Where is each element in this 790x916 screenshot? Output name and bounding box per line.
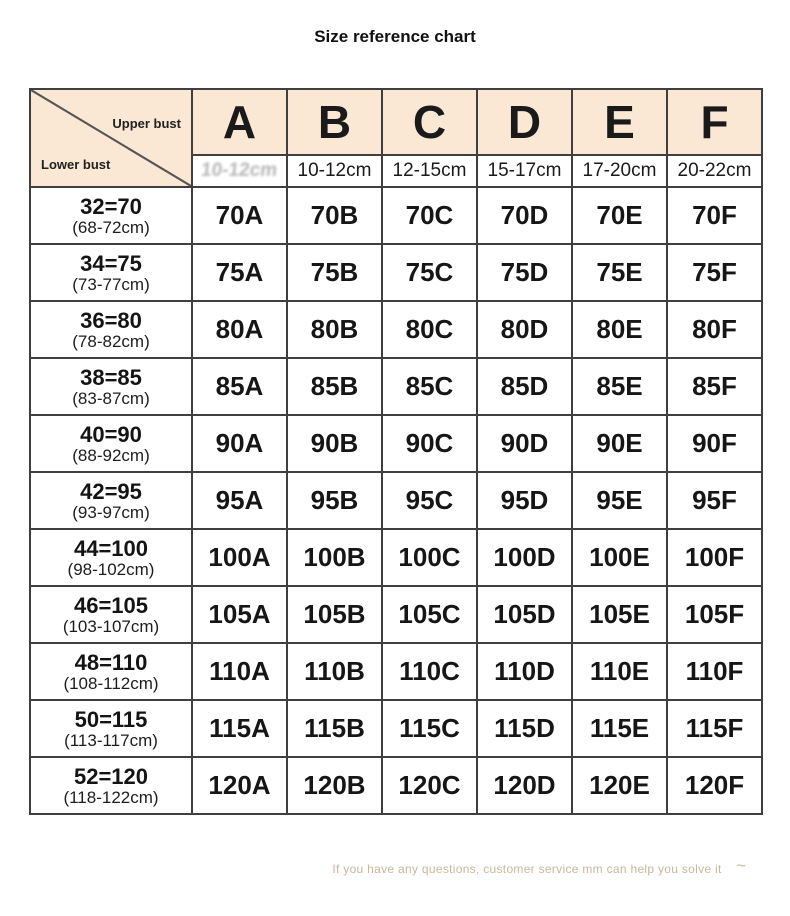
cup-size-letter: A — [222, 96, 257, 148]
size-cell — [477, 700, 572, 757]
size-cell — [192, 244, 287, 301]
row-size: 46=105 — [73, 592, 149, 618]
size-value: 85A — [215, 371, 264, 401]
size-cell — [382, 358, 477, 415]
size-value: 75E — [596, 257, 643, 287]
size-cell — [382, 757, 477, 814]
size-cell — [572, 643, 667, 700]
size-cell — [382, 586, 477, 643]
size-cell — [192, 301, 287, 358]
row-range: (88-92cm) — [72, 445, 150, 465]
tilde-icon: ~ — [736, 856, 746, 875]
size-cell — [192, 757, 287, 814]
size-value: 115F — [685, 713, 744, 743]
size-cell — [572, 187, 667, 244]
size-cell — [572, 700, 667, 757]
size-cell — [572, 244, 667, 301]
row-label-cell — [30, 643, 192, 700]
cup-diff-header — [477, 155, 572, 187]
size-cell — [287, 643, 382, 700]
page-title: Size reference chart — [314, 27, 476, 46]
size-value: 105F — [684, 599, 745, 629]
row-range: (118-122cm) — [63, 787, 159, 807]
size-value: 85E — [596, 371, 643, 401]
size-value: 115B — [304, 713, 365, 743]
size-cell — [667, 358, 762, 415]
upper-bust-label: Upper bust — [112, 116, 181, 131]
size-cell — [477, 358, 572, 415]
row-size: 32=70 — [80, 193, 142, 219]
size-value: 100E — [589, 542, 650, 572]
cup-size-letter: F — [700, 96, 729, 148]
cup-size-header — [287, 89, 382, 155]
size-value: 120F — [684, 770, 745, 800]
size-value: 85D — [500, 371, 549, 401]
size-value: 80B — [310, 314, 359, 344]
row-label-cell — [30, 586, 192, 643]
cup-size-header — [192, 89, 287, 155]
size-value: 75B — [310, 257, 359, 287]
table-row — [30, 586, 762, 643]
size-value: 90E — [596, 428, 643, 458]
size-value: 105C — [398, 599, 461, 629]
size-cell — [192, 358, 287, 415]
size-value: 80D — [500, 314, 549, 344]
row-label-cell — [30, 301, 192, 358]
size-value: 110F — [685, 656, 744, 686]
size-cell — [572, 757, 667, 814]
size-value: 95B — [310, 485, 359, 515]
size-value: 120B — [303, 770, 366, 800]
size-cell — [382, 472, 477, 529]
table-row — [30, 415, 762, 472]
row-range: (93-97cm) — [72, 502, 150, 522]
size-cell — [572, 358, 667, 415]
size-value: 100D — [493, 542, 556, 572]
table-row — [30, 757, 762, 814]
size-cell — [667, 415, 762, 472]
size-value: 80A — [215, 314, 264, 344]
size-cell — [667, 301, 762, 358]
size-value: 70E — [596, 200, 643, 230]
size-cell — [192, 415, 287, 472]
size-value: 120C — [398, 770, 461, 800]
size-value: 80F — [692, 314, 737, 344]
size-value: 75A — [215, 257, 264, 287]
size-value: 100F — [684, 542, 745, 572]
size-cell — [667, 586, 762, 643]
size-cell — [382, 301, 477, 358]
size-cell — [572, 586, 667, 643]
lower-bust-label: Lower bust — [41, 157, 111, 172]
size-value: 75D — [500, 257, 549, 287]
row-label-cell — [30, 700, 192, 757]
size-value: 95D — [500, 485, 549, 515]
size-value: 120A — [208, 770, 271, 800]
size-cell — [382, 643, 477, 700]
cup-size-header — [667, 89, 762, 155]
size-cell — [667, 757, 762, 814]
size-cell — [287, 415, 382, 472]
row-label-cell — [30, 757, 192, 814]
row-size: 40=90 — [80, 421, 142, 447]
size-value: 110A — [209, 656, 270, 686]
size-cell — [667, 472, 762, 529]
row-range: (98-102cm) — [67, 559, 155, 579]
size-value: 105E — [589, 599, 650, 629]
size-value: 115C — [399, 713, 460, 743]
cup-size-header — [477, 89, 572, 155]
size-chart-table — [29, 88, 763, 815]
size-cell — [477, 187, 572, 244]
size-cell — [287, 301, 382, 358]
size-value: 80C — [405, 314, 454, 344]
size-value: 95A — [215, 485, 264, 515]
table-row — [30, 358, 762, 415]
row-label-cell — [30, 529, 192, 586]
table-row — [30, 301, 762, 358]
row-range: (108-112cm) — [63, 673, 159, 693]
size-cell — [477, 529, 572, 586]
size-cell — [287, 586, 382, 643]
size-value: 90F — [692, 428, 737, 458]
size-value: 90D — [500, 428, 549, 458]
size-cell — [477, 586, 572, 643]
table-row — [30, 643, 762, 700]
size-value: 70D — [500, 200, 549, 230]
size-cell — [287, 358, 382, 415]
size-value: 115E — [589, 713, 650, 743]
size-value: 100C — [398, 542, 461, 572]
size-value: 100A — [208, 542, 271, 572]
size-cell — [572, 472, 667, 529]
size-value: 90B — [310, 428, 359, 458]
size-value: 75F — [692, 257, 737, 287]
size-value: 100B — [303, 542, 366, 572]
size-cell — [667, 187, 762, 244]
cup-size-letter: E — [604, 96, 635, 148]
size-value: 115D — [494, 713, 555, 743]
size-cell — [477, 301, 572, 358]
size-value: 95F — [692, 485, 737, 515]
size-value: 95C — [405, 485, 454, 515]
size-cell — [382, 415, 477, 472]
row-label-cell — [30, 358, 192, 415]
table-body — [30, 187, 762, 814]
table-row — [30, 244, 762, 301]
size-cell — [477, 643, 572, 700]
size-cell — [477, 757, 572, 814]
size-value: 105A — [208, 599, 271, 629]
size-value: 85B — [310, 371, 359, 401]
size-value: 105D — [493, 599, 556, 629]
cup-diff-value: 17-20cm — [582, 160, 657, 181]
row-size: 50=115 — [74, 706, 148, 732]
size-cell — [382, 529, 477, 586]
size-cell — [477, 244, 572, 301]
size-value: 90A — [215, 428, 264, 458]
header-letter-row — [30, 89, 762, 155]
size-cell — [667, 643, 762, 700]
cup-diff-header — [667, 155, 762, 187]
row-size: 44=100 — [73, 535, 149, 561]
table-row — [30, 529, 762, 586]
cup-diff-value: 12-15cm — [392, 160, 467, 181]
row-range: (113-117cm) — [64, 730, 158, 750]
cup-size-header — [382, 89, 477, 155]
cup-diff-header — [192, 155, 287, 187]
cup-diff-value: 10-12cm — [200, 160, 279, 181]
row-size: 34=75 — [80, 250, 142, 276]
row-label-cell — [30, 244, 192, 301]
size-value: 105B — [303, 599, 366, 629]
corner-cell — [30, 89, 192, 187]
size-cell — [477, 415, 572, 472]
size-cell — [287, 472, 382, 529]
size-cell — [667, 244, 762, 301]
row-range: (103-107cm) — [62, 616, 160, 636]
row-size: 36=80 — [80, 307, 142, 333]
cup-diff-header — [572, 155, 667, 187]
cup-size-letter: C — [412, 96, 447, 148]
size-value: 115A — [209, 713, 270, 743]
size-value: 70B — [310, 200, 359, 230]
size-cell — [192, 586, 287, 643]
row-range: (83-87cm) — [72, 388, 150, 408]
cup-diff-value: 20-22cm — [677, 160, 752, 181]
size-value: 75C — [405, 257, 454, 287]
cup-diff-value: 15-17cm — [487, 160, 562, 181]
size-cell — [667, 529, 762, 586]
size-value: 70F — [692, 200, 737, 230]
cup-size-letter: B — [317, 96, 352, 148]
size-cell — [192, 187, 287, 244]
cup-size-letter: D — [507, 96, 542, 148]
size-cell — [382, 244, 477, 301]
size-value: 120D — [493, 770, 556, 800]
size-cell — [382, 700, 477, 757]
row-label-cell — [30, 472, 192, 529]
row-range: (73-77cm) — [72, 274, 150, 294]
row-label-cell — [30, 415, 192, 472]
size-cell — [192, 643, 287, 700]
size-cell — [572, 415, 667, 472]
size-cell — [287, 529, 382, 586]
size-value: 70C — [405, 200, 454, 230]
size-value: 95E — [596, 485, 643, 515]
size-cell — [287, 757, 382, 814]
table-row — [30, 187, 762, 244]
table-row — [30, 700, 762, 757]
size-value: 110B — [304, 656, 365, 686]
cup-diff-header — [287, 155, 382, 187]
size-value: 80E — [596, 314, 643, 344]
size-value: 85C — [405, 371, 454, 401]
size-cell — [287, 244, 382, 301]
cup-diff-value: 10-12cm — [297, 160, 372, 181]
size-value: 110E — [589, 656, 650, 686]
size-cell — [382, 187, 477, 244]
size-cell — [192, 529, 287, 586]
row-size: 38=85 — [80, 364, 142, 390]
size-value: 110C — [399, 656, 460, 686]
customer-service-note: If you have any questions, customer service mm can help you solve it — [332, 862, 722, 876]
row-size: 42=95 — [80, 478, 142, 504]
size-cell — [192, 472, 287, 529]
size-value: 85F — [692, 371, 737, 401]
size-cell — [287, 187, 382, 244]
size-value: 120E — [589, 770, 650, 800]
size-cell — [192, 700, 287, 757]
size-value: 90C — [405, 428, 454, 458]
table-row — [30, 472, 762, 529]
row-size: 52=120 — [73, 763, 149, 789]
size-cell — [572, 301, 667, 358]
cup-size-header — [572, 89, 667, 155]
row-range: (78-82cm) — [72, 331, 150, 351]
size-cell — [477, 472, 572, 529]
size-value: 70A — [215, 200, 264, 230]
cup-diff-header — [382, 155, 477, 187]
size-cell — [667, 700, 762, 757]
size-cell — [287, 700, 382, 757]
row-label-cell — [30, 187, 192, 244]
row-size: 48=110 — [74, 649, 148, 675]
size-value: 110D — [494, 656, 555, 686]
size-cell — [572, 529, 667, 586]
row-range: (68-72cm) — [72, 217, 150, 237]
